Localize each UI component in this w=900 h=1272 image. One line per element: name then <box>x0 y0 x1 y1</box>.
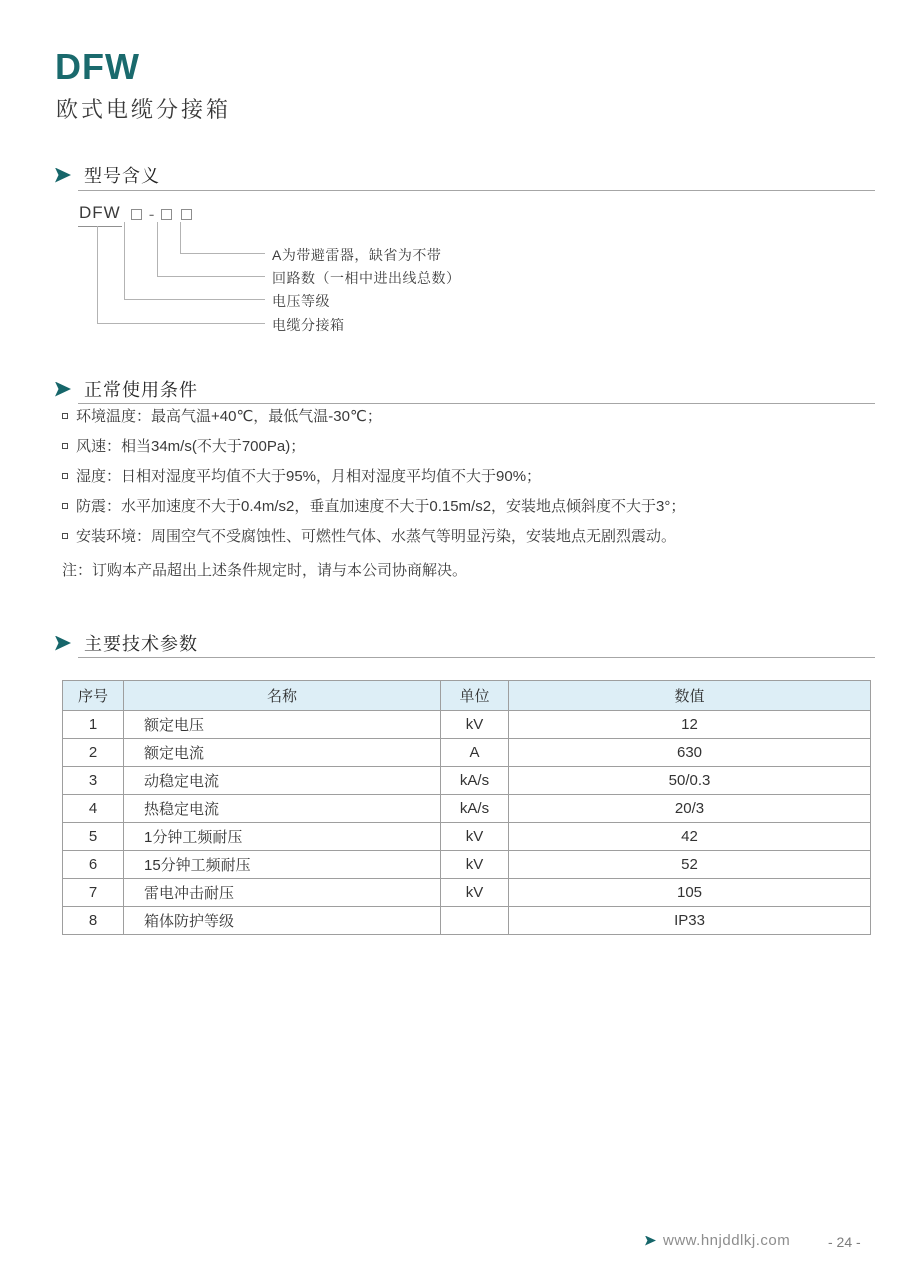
cell-value: 52 <box>509 851 871 879</box>
cell-value: 42 <box>509 823 871 851</box>
section-arrow-icon <box>55 636 71 651</box>
connector-line <box>157 222 158 276</box>
cell-index: 7 <box>63 879 124 907</box>
model-callout-box-type: 电缆分接箱 <box>272 317 345 333</box>
page-title: DFW <box>55 46 140 87</box>
cell-name: 动稳定电流 <box>124 767 441 795</box>
connector-line <box>180 253 265 254</box>
cell-value: 50/0.3 <box>509 767 871 795</box>
cell-index: 6 <box>63 851 124 879</box>
parameters-table <box>62 680 871 935</box>
section-title: 主要技术参数 <box>84 634 198 654</box>
section-arrow-icon <box>55 168 71 183</box>
cell-name: 15分钟工频耐压 <box>124 851 441 879</box>
model-placeholder-box <box>131 209 142 220</box>
cell-value: 12 <box>509 711 871 739</box>
condition-text: 环境温度：最高气温+40℃，最低气温-30℃； <box>76 408 382 425</box>
model-callout-arrester: A为带避雷器，缺省为不带 <box>272 247 442 263</box>
cell-name: 箱体防护等级 <box>124 907 441 935</box>
connector-line <box>97 323 265 324</box>
cell-unit: kA/s <box>441 795 509 823</box>
column-header-value: 数值 <box>509 681 871 711</box>
model-code <box>78 203 192 227</box>
condition-text: 防震：水平加速度不大于0.4m/s2，垂直加速度不大于0.15m/s2，安装地点倾斜度不大于3°； <box>76 498 686 515</box>
column-header-unit: 单位 <box>441 681 509 711</box>
cell-name: 1分钟工频耐压 <box>124 823 441 851</box>
condition-text: 风速：相当34m/s(不大于700Pa)； <box>76 438 306 455</box>
cell-name: 雷电冲击耐压 <box>124 879 441 907</box>
model-callout-voltage: 电压等级 <box>272 293 330 309</box>
table-row <box>63 907 871 935</box>
cell-index: 1 <box>63 711 124 739</box>
section-underline <box>78 403 875 404</box>
model-placeholder-box <box>181 209 192 220</box>
column-header-name: 名称 <box>124 681 441 711</box>
table-row <box>63 879 871 907</box>
cell-unit: kA/s <box>441 767 509 795</box>
cell-unit: kV <box>441 823 509 851</box>
cell-name: 热稳定电流 <box>124 795 441 823</box>
section-underline <box>78 657 875 658</box>
condition-text: 安装环境：周围空气不受腐蚀性、可燃性气体、水蒸气等明显污染，安装地点无剧烈震动。 <box>76 528 677 545</box>
table-row <box>63 739 871 767</box>
section-header-operating-conditions <box>55 376 198 402</box>
connector-line <box>124 299 265 300</box>
list-item <box>62 468 862 486</box>
connector-line <box>124 222 125 299</box>
cell-unit: kV <box>441 711 509 739</box>
cell-value: 105 <box>509 879 871 907</box>
footer-arrow-icon <box>645 1236 656 1246</box>
connector-line <box>157 276 265 277</box>
list-item <box>62 528 862 546</box>
section-underline <box>78 190 875 191</box>
list-item <box>62 408 862 426</box>
cell-unit: A <box>441 739 509 767</box>
cell-index: 2 <box>63 739 124 767</box>
cell-unit: kV <box>441 879 509 907</box>
table-row <box>63 823 871 851</box>
square-bullet-icon <box>62 473 68 479</box>
square-bullet-icon <box>62 413 68 419</box>
list-item <box>62 498 862 516</box>
cell-name: 额定电压 <box>124 711 441 739</box>
model-separator: - <box>148 205 155 224</box>
footer-website-link[interactable]: www.hnjddlkj.com <box>663 1232 791 1249</box>
cell-value: 630 <box>509 739 871 767</box>
page-number: - 24 - <box>828 1234 861 1250</box>
cell-index: 4 <box>63 795 124 823</box>
cell-name: 额定电流 <box>124 739 441 767</box>
section-arrow-icon <box>55 382 71 397</box>
cell-unit <box>441 907 509 935</box>
section-header-model-meaning <box>55 162 160 188</box>
connector-line <box>180 222 181 253</box>
cell-index: 5 <box>63 823 124 851</box>
cell-value: IP33 <box>509 907 871 935</box>
conditions-note: 注：订购本产品超出上述条件规定时，请与本公司协商解决。 <box>62 562 468 579</box>
section-title: 型号含义 <box>84 166 160 186</box>
footer <box>645 1232 790 1249</box>
section-header-technical-parameters <box>55 630 198 656</box>
model-callout-circuits: 回路数（一相中进出线总数） <box>272 270 461 286</box>
section-title: 正常使用条件 <box>84 380 198 400</box>
cell-index: 3 <box>63 767 124 795</box>
connector-line <box>97 226 98 323</box>
table-row <box>63 767 871 795</box>
condition-text: 湿度：日相对湿度平均值不大于95%，月相对湿度平均值不大于90%； <box>76 468 542 485</box>
square-bullet-icon <box>62 533 68 539</box>
square-bullet-icon <box>62 503 68 509</box>
table-row <box>63 851 871 879</box>
column-header-index: 序号 <box>63 681 124 711</box>
square-bullet-icon <box>62 443 68 449</box>
list-item <box>62 438 862 456</box>
table-row <box>63 711 871 739</box>
table-row <box>63 795 871 823</box>
model-prefix: DFW <box>78 203 122 227</box>
model-placeholder-box <box>161 209 172 220</box>
cell-unit: kV <box>441 851 509 879</box>
page-subtitle: 欧式电缆分接箱 <box>56 97 232 122</box>
cell-index: 8 <box>63 907 124 935</box>
cell-value: 20/3 <box>509 795 871 823</box>
conditions-list <box>62 408 862 580</box>
table-header-row <box>63 681 871 711</box>
